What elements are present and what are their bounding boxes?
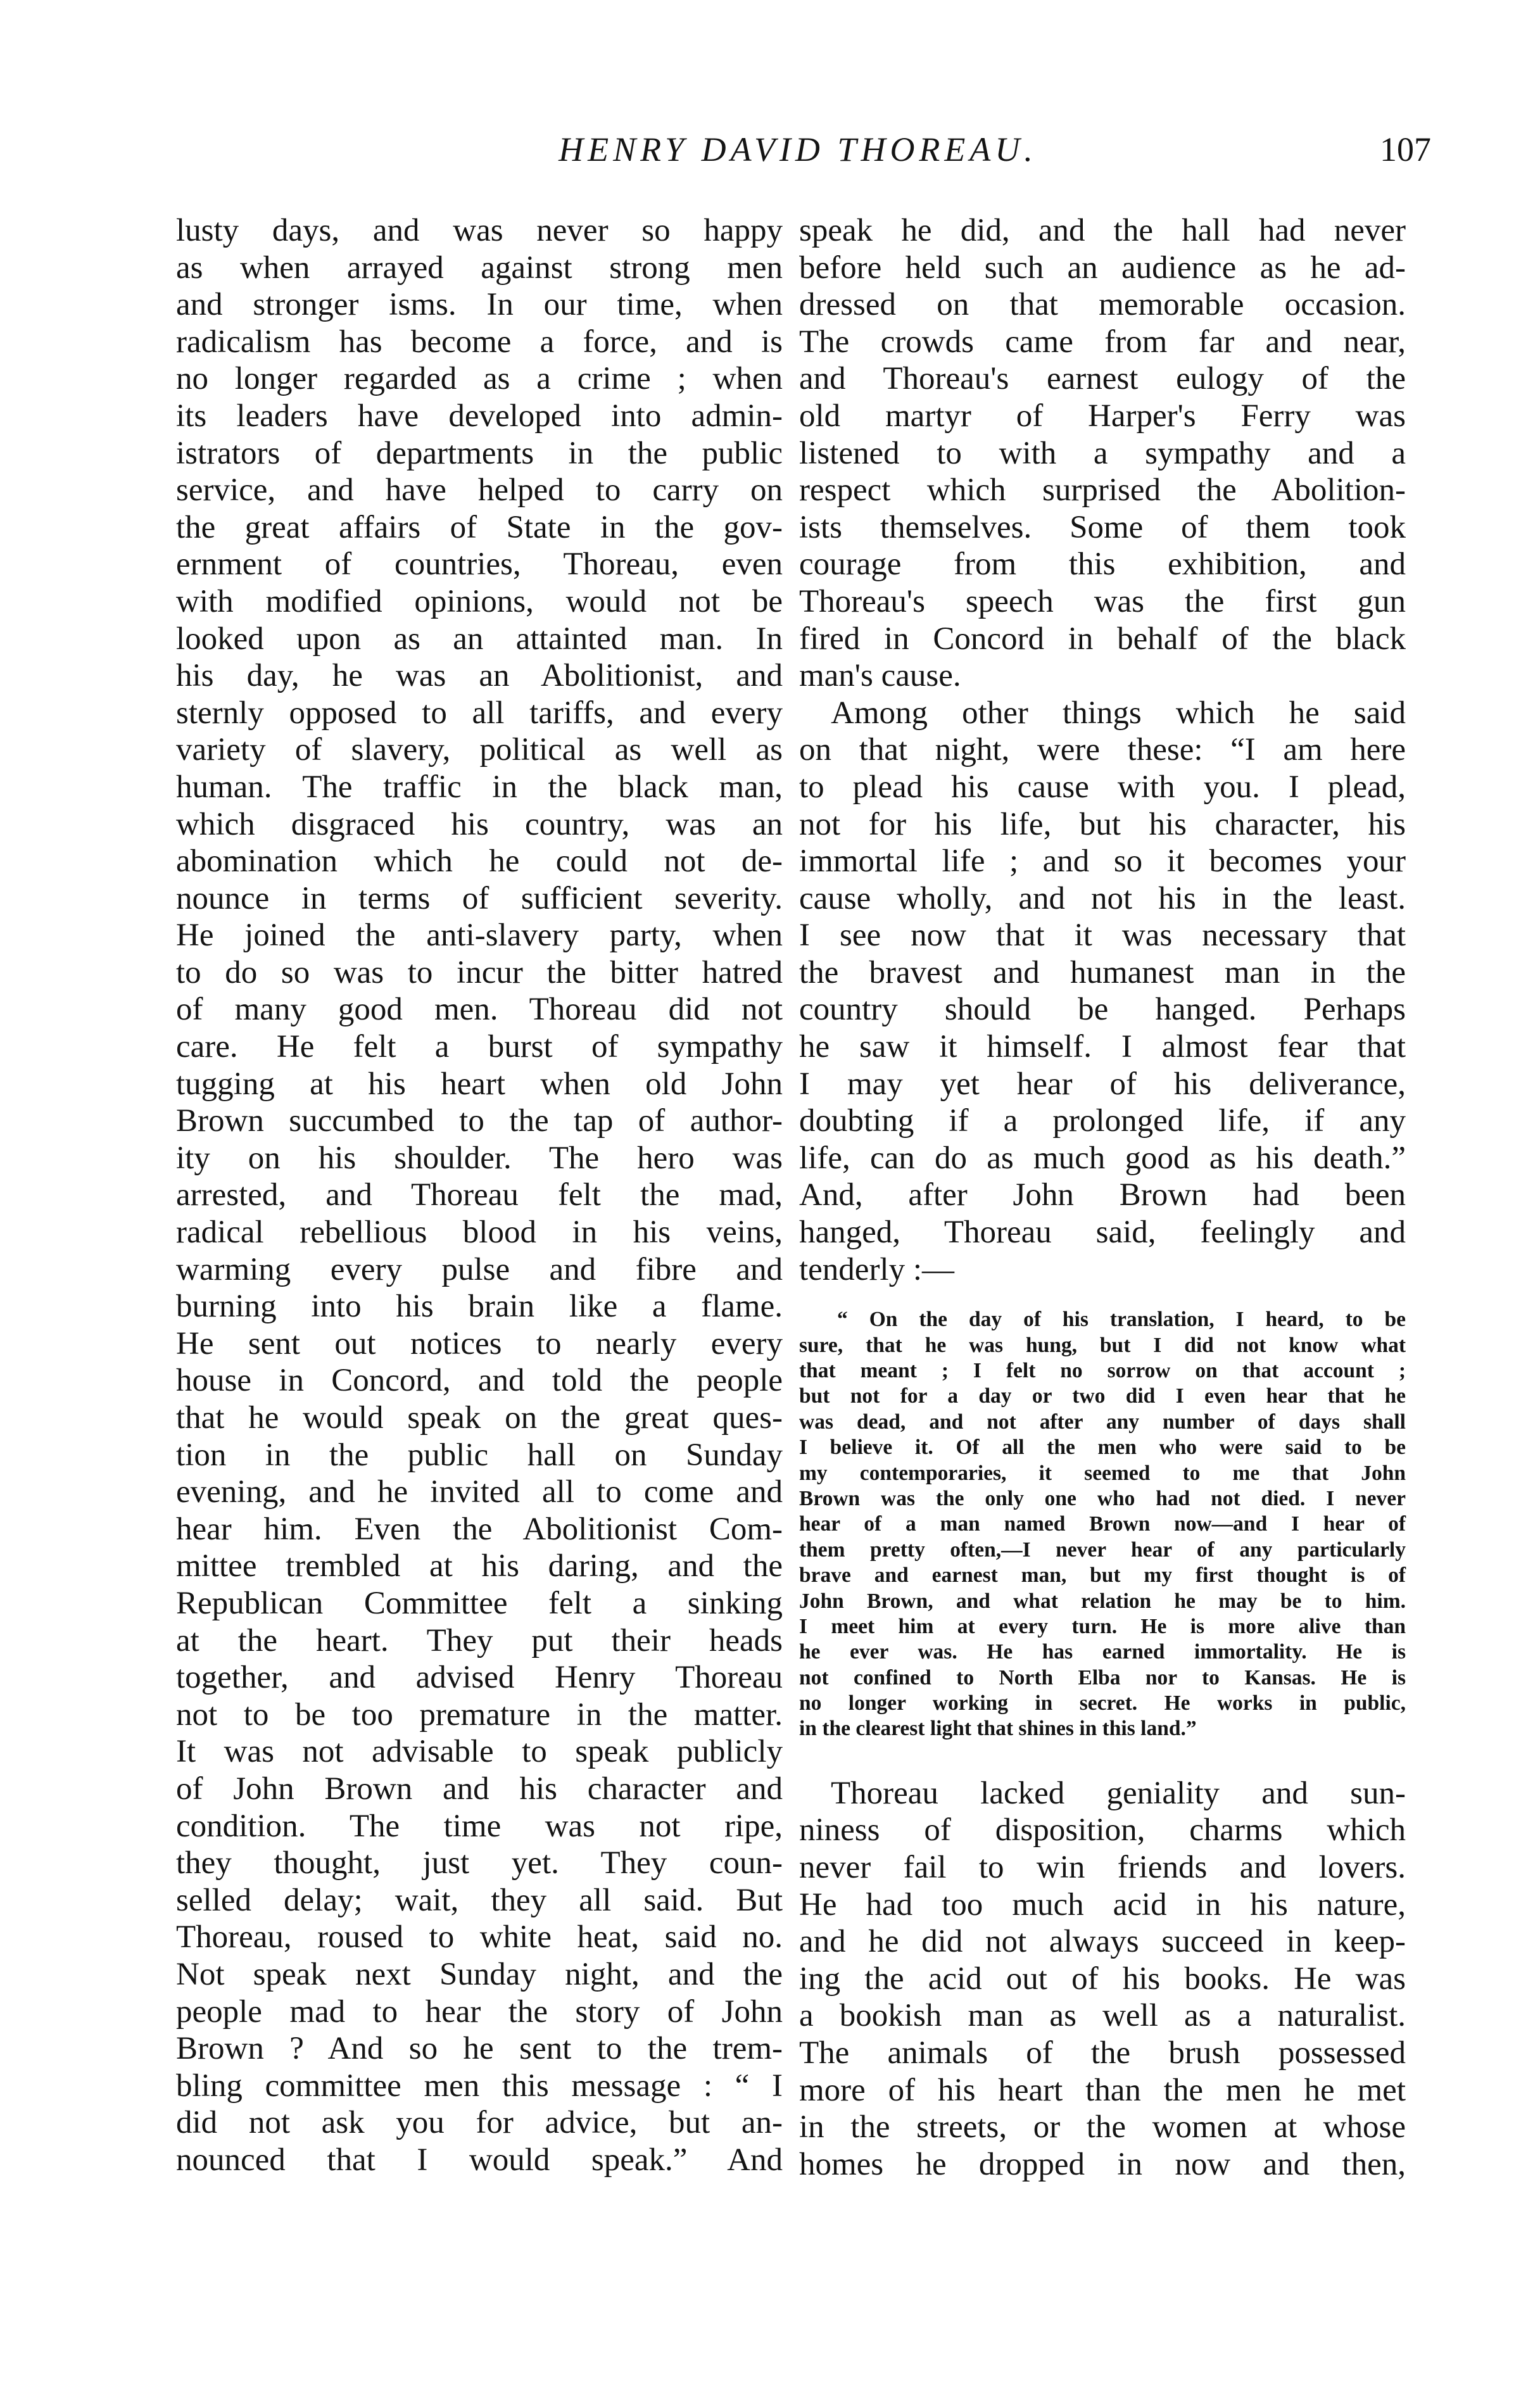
page-number: 107: [1380, 130, 1431, 168]
text-line: country should be hanged. Perhaps: [799, 992, 1406, 1028]
text-line: “ On the day of his translation, I heard, to be: [837, 1308, 1406, 1332]
text-line: man's cause.: [799, 658, 961, 694]
text-line: of many good men. Thoreau did not: [176, 992, 783, 1028]
paragraph-gap: [799, 1742, 1406, 1775]
text-line: to plead his cause with you. I plead,: [799, 769, 1406, 805]
text-line: Brown succumbed to the tap of author-: [176, 1103, 783, 1139]
right-paragraph-1: [799, 212, 1406, 695]
text-line: sternly opposed to all tariffs, and every: [176, 695, 783, 731]
text-line: condition. The time was not ripe,: [176, 1808, 783, 1844]
text-line: I see now that it was necessary that: [799, 918, 1406, 954]
text-line: more of his heart than the men he met: [799, 2072, 1406, 2108]
text-line: he ever was. He has earned immortality. He is: [799, 1640, 1406, 1664]
text-line: was dead, and not after any number of days shall: [799, 1410, 1406, 1434]
text-line: I meet him at every turn. He is more alive than: [799, 1614, 1406, 1638]
text-line: which disgraced his country, was an: [176, 806, 783, 842]
text-line: ing the acid out of his books. He was: [799, 1961, 1406, 1997]
text-line: courage from this exhibition, and: [799, 546, 1406, 583]
text-line: John Brown, and what relation he may be to him.: [799, 1589, 1406, 1613]
text-line: Thoreau lacked geniality and sun-: [831, 1775, 1406, 1811]
text-line: Not speak next Sunday night, and the: [176, 1956, 783, 1992]
text-line: istrators of departments in the public: [176, 435, 783, 471]
text-line: respect which surprised the Abolition-: [799, 472, 1406, 508]
text-line: bling committee men this message : “ I: [176, 2068, 783, 2104]
text-line: and Thoreau's earnest eulogy of the: [799, 361, 1406, 397]
text-line: and he did not always succeed in keep-: [799, 1924, 1406, 1960]
text-line: not for his life, but his character, his: [799, 806, 1406, 842]
right-paragraph-2: [799, 695, 1406, 1289]
text-line: arrested, and Thoreau felt the mad,: [176, 1177, 783, 1213]
text-line: cause wholly, and not his in the least.: [799, 880, 1406, 916]
text-line: people mad to hear the story of John: [176, 1993, 783, 2030]
text-line: the bravest and humanest man in the: [799, 954, 1406, 990]
text-line: hear of a man named Brown now—and I hear of: [799, 1512, 1406, 1536]
text-line: with modified opinions, would not be: [176, 583, 783, 619]
text-line: I may yet hear of his deliverance,: [799, 1066, 1406, 1102]
text-line: a bookish man as well as a naturalist.: [799, 1998, 1406, 2034]
text-line: sure, that he was hung, but I did not know what: [799, 1333, 1406, 1357]
text-line: not to be too premature in the matter.: [176, 1696, 783, 1733]
left-column-paragraph: [176, 212, 783, 2178]
text-line: abomination which he could not de-: [176, 843, 783, 880]
text-line: Republican Committee felt a sinking: [176, 1585, 783, 1621]
text-line: my contemporaries, it seemed to me that John: [799, 1461, 1406, 1485]
text-line: nounced that I would speak.” And: [176, 2142, 783, 2178]
text-line: selled delay; wait, they all said. But: [176, 1882, 783, 1918]
text-line: He joined the anti-slavery party, when: [176, 918, 783, 954]
text-line: The crowds came from far and near,: [799, 324, 1406, 360]
text-line: And, after John Brown had been: [799, 1177, 1406, 1213]
text-line: brave and earnest man, but my first thought is of: [799, 1563, 1406, 1588]
text-line: ernment of countries, Thoreau, even: [176, 546, 783, 583]
text-line: his day, he was an Abolitionist, and: [176, 658, 783, 694]
text-line: never fail to win friends and lovers.: [799, 1850, 1406, 1886]
text-line: dressed on that memorable occasion.: [799, 287, 1406, 323]
text-line: he saw it himself. I almost fear that: [799, 1029, 1406, 1065]
text-line: ists themselves. Some of them took: [799, 509, 1406, 545]
text-line: radicalism has become a force, and is: [176, 324, 783, 360]
block-quotation: [799, 1307, 1406, 1742]
text-line: immortal life ; and so it becomes your: [799, 843, 1406, 880]
text-line: life, can do as much good as his death.”: [799, 1140, 1406, 1176]
text-line: hear him. Even the Abolitionist Com-: [176, 1511, 783, 1547]
text-line: no longer regarded as a crime ; when: [176, 361, 783, 397]
text-line: I believe it. Of all the men who were said to be: [799, 1436, 1406, 1460]
text-line: listened to with a sympathy and a: [799, 435, 1406, 471]
text-line: tion in the public hall on Sunday: [176, 1437, 783, 1473]
text-line: burning into his brain like a flame.: [176, 1289, 783, 1325]
text-line: and stronger isms. In our time, when: [176, 287, 783, 323]
text-line: that meant ; I felt no sorrow on that account ;: [799, 1359, 1406, 1382]
text-line: nounce in terms of sufficient severity.: [176, 880, 783, 916]
text-line: as when arrayed against strong men: [176, 249, 783, 286]
text-line: Brown was the only one who had not died. I never: [799, 1486, 1406, 1510]
text-line: old martyr of Harper's Ferry was: [799, 398, 1406, 434]
text-line: on that night, were these: “I am here: [799, 732, 1406, 768]
text-line: service, and have helped to carry on: [176, 472, 783, 508]
running-head: [165, 130, 1431, 180]
text-line: Thoreau's speech was the first gun: [799, 583, 1406, 619]
text-line: radical rebellious blood in his veins,: [176, 1215, 783, 1251]
text-line: before held such an audience as he ad-: [799, 249, 1406, 286]
text-line: them pretty often,—I never hear of any particularly: [799, 1538, 1406, 1562]
right-paragraph-3: [799, 1775, 1406, 2183]
text-line: did not ask you for advice, but an-: [176, 2105, 783, 2141]
text-line: they thought, just yet. They coun-: [176, 1845, 783, 1881]
text-line: He had too much acid in his nature,: [799, 1886, 1406, 1923]
text-line: niness of disposition, charms which: [799, 1812, 1406, 1848]
text-line: tenderly :—: [799, 1251, 955, 1287]
text-line: the great affairs of State in the gov-: [176, 509, 783, 545]
text-line: ity on his shoulder. The hero was: [176, 1140, 783, 1176]
text-line: not confined to North Elba nor to Kansas. He is: [799, 1665, 1406, 1689]
text-line: Among other things which he said: [831, 695, 1406, 731]
text-line: Brown ? And so he sent to the trem-: [176, 2031, 783, 2067]
text-line: to do so was to incur the bitter hatred: [176, 954, 783, 990]
text-line: doubting if a prolonged life, if any: [799, 1103, 1406, 1139]
text-line: He sent out notices to nearly every: [176, 1325, 783, 1361]
text-line: tugging at his heart when old John: [176, 1066, 783, 1102]
text-line: variety of slavery, political as well as: [176, 732, 783, 768]
text-line: in the streets, or the women at whose: [799, 2109, 1406, 2145]
text-line: speak he did, and the hall had never: [799, 213, 1406, 248]
right-column: [799, 212, 1406, 2183]
text-line: its leaders have developed into admin-: [176, 398, 783, 434]
text-line: that he would speak on the great ques-: [176, 1400, 783, 1436]
text-line: looked upon as an attainted man. In: [176, 621, 783, 657]
text-line: lusty days, and was never so happy: [176, 213, 783, 248]
text-line: Thoreau, roused to white heat, said no.: [176, 1919, 783, 1955]
text-line: homes he dropped in now and then,: [799, 2146, 1406, 2182]
text-line: no longer working in secret. He works in public,: [799, 1691, 1406, 1715]
text-line: The animals of the brush possessed: [799, 2035, 1406, 2071]
text-line: in the clearest light that shines in this land.”: [799, 1717, 1197, 1741]
running-title: HENRY DAVID THOREAU.: [559, 130, 1037, 168]
text-line: evening, and he invited all to come and: [176, 1474, 783, 1510]
text-line: warming every pulse and fibre and: [176, 1251, 783, 1287]
text-line: hanged, Thoreau said, feelingly and: [799, 1215, 1406, 1251]
text-line: but not for a day or two did I even hear that he: [799, 1384, 1406, 1408]
text-line: together, and advised Henry Thoreau: [176, 1660, 783, 1696]
left-column: [176, 212, 783, 2178]
text-line: care. He felt a burst of sympathy: [176, 1029, 783, 1065]
text-line: of John Brown and his character and: [176, 1771, 783, 1807]
text-line: mittee trembled at his daring, and the: [176, 1548, 783, 1584]
text-line: human. The traffic in the black man,: [176, 769, 783, 805]
text-line: house in Concord, and told the people: [176, 1363, 783, 1399]
text-line: It was not advisable to speak publicly: [176, 1734, 783, 1770]
text-line: at the heart. They put their heads: [176, 1622, 783, 1658]
text-line: fired in Concord in behalf of the black: [799, 621, 1406, 657]
